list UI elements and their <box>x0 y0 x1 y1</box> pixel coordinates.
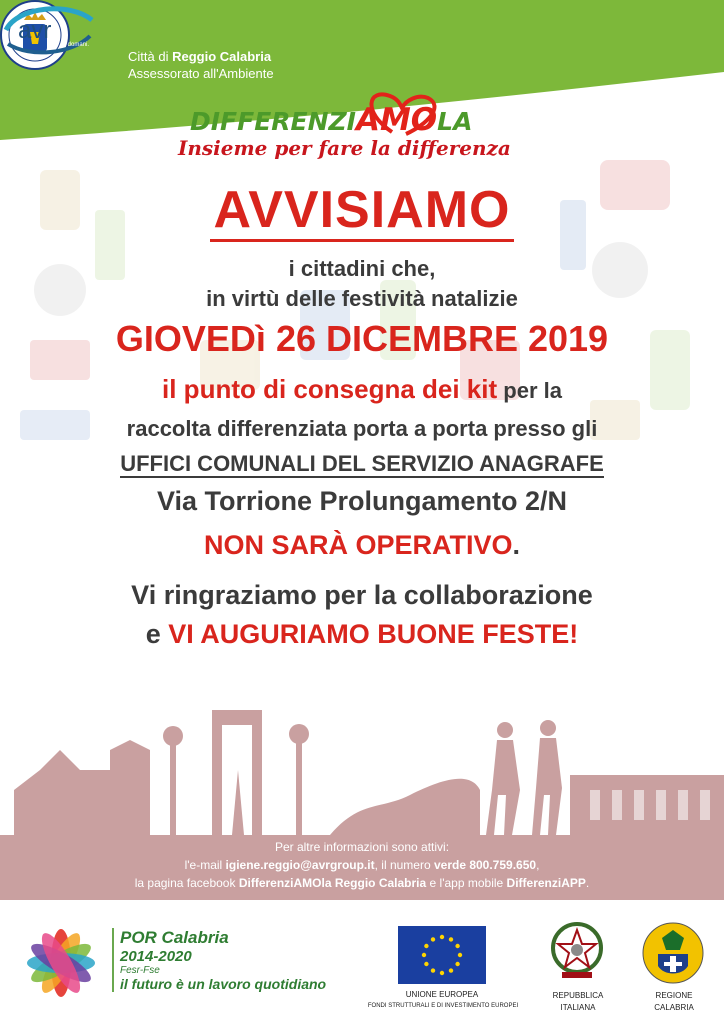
city-prefix: Città di <box>128 49 169 64</box>
notice-line-8-end: . <box>512 530 521 560</box>
app-prefix: e l'app mobile <box>426 876 507 890</box>
differenziamola-logo <box>178 92 542 172</box>
notice-line-5: raccolta differenziata porta a porta presso gli <box>126 416 598 441</box>
contact-info <box>0 838 724 892</box>
brand-part-2: AMO <box>355 102 438 138</box>
facebook-prefix: la pagina facebook <box>134 876 239 890</box>
regione-calabria-crest-icon <box>642 920 704 986</box>
phone-number[interactable]: verde 800.759.650 <box>433 858 537 872</box>
wishes-text: VI AUGURIAMO BUONE FESTE! <box>168 619 579 649</box>
avr-logo-icon <box>0 0 96 58</box>
notice-line-1: i cittadini che, <box>288 256 436 281</box>
italian-republic-emblem-icon <box>548 920 606 982</box>
por-calabria-text <box>112 928 326 992</box>
regione-line-2: CALABRIA <box>654 1003 694 1012</box>
notice-date: GIOVEDì 26 DICEMBRE 2019 <box>115 318 609 359</box>
city-name-block <box>128 48 274 82</box>
info-line-email <box>0 856 724 874</box>
eu-name: UNIONE EUROPEA <box>405 990 479 999</box>
por-title: POR Calabria <box>120 928 229 947</box>
city-name: Reggio Calabria <box>172 49 272 64</box>
thanks-line: Vi ringraziamo per la collaborazione <box>131 580 593 610</box>
avr-tagline: È domani. <box>62 42 90 48</box>
notice-line-4-end: per la <box>497 378 562 403</box>
republic-label <box>540 990 616 1014</box>
phone-prefix: , il numero <box>374 858 434 872</box>
brand-part-1: DIFFERENZI <box>190 107 356 136</box>
info-period: . <box>585 876 590 890</box>
info-line-social <box>0 874 724 892</box>
regione-line-1: REGIONE <box>655 991 693 1000</box>
republic-line-2: ITALIANA <box>560 1003 596 1012</box>
avr-logo-text: avr <box>18 17 52 44</box>
por-years: 2014-2020 <box>120 948 192 965</box>
brand-wordmark <box>190 102 472 138</box>
not-operative-text: NON SARÀ OPERATIVO <box>203 530 513 560</box>
email-prefix: l'e-mail <box>184 858 226 872</box>
kit-point-text: il punto di consegna dei kit <box>162 374 498 404</box>
wishes-line <box>0 619 724 650</box>
wishes-prefix: e <box>145 619 169 649</box>
por-fund: Fesr-Fse <box>120 965 160 976</box>
por-motto: il futuro è un lavoro quotidiano <box>120 976 327 992</box>
info-comma: , <box>536 858 540 872</box>
notice-line-4 <box>0 374 724 405</box>
email-address[interactable]: igiene.reggio@avrgroup.it <box>225 858 375 872</box>
info-intro: Per altre informazioni sono attivi: <box>274 840 450 854</box>
offices-text: UFFICI COMUNALI DEL SERVIZIO ANAGRAFE <box>120 451 604 476</box>
notice-line-8 <box>0 530 724 561</box>
notice-line-2: in virtù delle festività natalizie <box>206 286 518 311</box>
app-name[interactable]: DifferenziAPP <box>506 876 586 890</box>
por-flower-icon <box>18 920 104 1006</box>
footer-logos <box>0 900 724 1024</box>
address-line: Via Torrione Prolungamento 2/N <box>156 486 568 516</box>
eu-flag-icon <box>398 926 486 984</box>
brand-tagline: Insieme per fare la differenza <box>178 136 511 160</box>
facebook-page[interactable]: DifferenziAMOla Reggio Calabria <box>238 876 427 890</box>
notice-title-text: AVVISIAMO <box>210 181 515 242</box>
notice-line-6 <box>0 451 724 477</box>
notice-title <box>0 180 724 240</box>
brand-part-3: LA <box>437 107 473 136</box>
regione-label <box>636 990 712 1014</box>
republic-line-1: REPUBBLICA <box>552 991 604 1000</box>
eu-fund: FONDI STRUTTURALI E DI INVESTIMENTO EUROPEI <box>367 1003 519 1009</box>
department-name: Assessorato all'Ambiente <box>128 66 274 81</box>
